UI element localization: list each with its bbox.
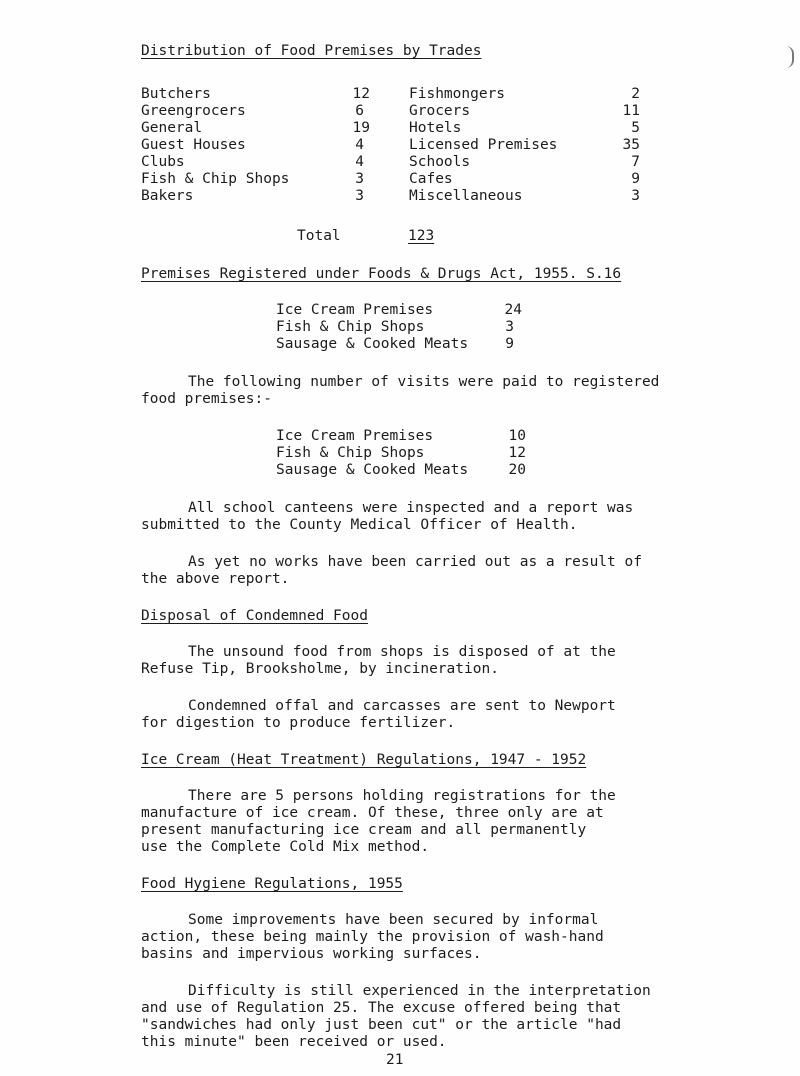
paragraph-line: "sandwiches had only just been cut" or the article "had bbox=[141, 1017, 622, 1033]
total-value: 123 bbox=[408, 228, 435, 244]
visits-name: Ice Cream Premises bbox=[276, 428, 434, 444]
paragraph-line: for digestion to produce fertilizer. bbox=[141, 715, 456, 731]
trade-count: 3 bbox=[355, 188, 364, 204]
paragraph-line: manufacture of ice cream. Of these, three only are at bbox=[141, 805, 604, 821]
trade-name: Guest Houses bbox=[141, 137, 246, 153]
page-number: 21 bbox=[386, 1052, 404, 1068]
trade-name: Miscellaneous bbox=[409, 188, 523, 204]
visits-intro-line: food premises:- bbox=[141, 391, 272, 407]
registered-name: Fish & Chip Shops bbox=[276, 319, 425, 335]
trade-count: 19 bbox=[352, 120, 370, 136]
visits-count: 12 bbox=[508, 445, 526, 461]
trade-count: 9 bbox=[631, 171, 640, 187]
trade-count: 3 bbox=[631, 188, 640, 204]
hygiene-heading: Food Hygiene Regulations, 1955 bbox=[141, 876, 403, 892]
paragraph-line: There are 5 persons holding registrations for the bbox=[188, 788, 616, 804]
trade-name: Licensed Premises bbox=[409, 137, 558, 153]
trade-count: 4 bbox=[355, 137, 364, 153]
icecream-heading: Ice Cream (Heat Treatment) Regulations, 1947 - 1952 bbox=[141, 752, 587, 768]
registered-name: Sausage & Cooked Meats bbox=[276, 336, 469, 352]
page-title: Distribution of Food Premises by Trades bbox=[141, 43, 482, 59]
trade-name: General bbox=[141, 120, 203, 136]
paragraph-line: The unsound food from shops is disposed of at the bbox=[188, 644, 616, 660]
registered-count: 24 bbox=[504, 302, 522, 318]
visits-count: 20 bbox=[508, 462, 526, 478]
paragraph-line: Condemned offal and carcasses are sent to Newport bbox=[188, 698, 616, 714]
trade-count: 35 bbox=[622, 137, 640, 153]
paragraph-line: this minute" been received or used. bbox=[141, 1034, 447, 1050]
registered-heading: Premises Registered under Foods & Drugs Act, 1955. S.16 bbox=[141, 266, 622, 282]
trade-name: Cafes bbox=[409, 171, 453, 187]
visits-intro-line: The following number of visits were paid to registered bbox=[188, 374, 660, 390]
paragraph-line: Refuse Tip, Brooksholme, by incineration. bbox=[141, 661, 499, 677]
trade-name: Bakers bbox=[141, 188, 194, 204]
paragraph-line: submitted to the County Medical Officer of Health. bbox=[141, 517, 578, 533]
paragraph-line: action, these being mainly the provision of wash-hand bbox=[141, 929, 604, 945]
paragraph-line: As yet no works have been carried out as a result of bbox=[188, 554, 642, 570]
disposal-heading: Disposal of Condemned Food bbox=[141, 608, 368, 624]
trade-name: Greengrocers bbox=[141, 103, 246, 119]
visits-name: Sausage & Cooked Meats bbox=[276, 462, 469, 478]
paragraph-line: Difficulty is still experienced in the interpretation bbox=[188, 983, 651, 999]
trade-count: 11 bbox=[622, 103, 640, 119]
trade-name: Clubs bbox=[141, 154, 185, 170]
trade-count: 6 bbox=[355, 103, 364, 119]
trade-count: 4 bbox=[355, 154, 364, 170]
trade-count: 2 bbox=[631, 86, 640, 102]
paragraph-line: present manufacturing ice cream and all permanently bbox=[141, 822, 587, 838]
trade-count: 12 bbox=[352, 86, 370, 102]
scan-mark bbox=[786, 46, 794, 68]
total-label: Total bbox=[297, 228, 341, 244]
trade-name: Butchers bbox=[141, 86, 211, 102]
paragraph-line: basins and impervious working surfaces. bbox=[141, 946, 482, 962]
registered-count: 3 bbox=[505, 319, 514, 335]
trade-count: 7 bbox=[631, 154, 640, 170]
trade-count: 3 bbox=[355, 171, 364, 187]
visits-name: Fish & Chip Shops bbox=[276, 445, 425, 461]
paragraph-line: All school canteens were inspected and a report was bbox=[188, 500, 634, 516]
visits-count: 10 bbox=[508, 428, 526, 444]
paragraph-line: use the Complete Cold Mix method. bbox=[141, 839, 430, 855]
paragraph-line: Some improvements have been secured by informal bbox=[188, 912, 599, 928]
trade-count: 5 bbox=[631, 120, 640, 136]
trade-name: Hotels bbox=[409, 120, 462, 136]
paragraph-line: and use of Regulation 25. The excuse offered being that bbox=[141, 1000, 622, 1016]
trade-name: Fishmongers bbox=[409, 86, 506, 102]
registered-count: 9 bbox=[505, 336, 514, 352]
registered-name: Ice Cream Premises bbox=[276, 302, 434, 318]
trade-name: Grocers bbox=[409, 103, 471, 119]
trade-name: Schools bbox=[409, 154, 471, 170]
paragraph-line: the above report. bbox=[141, 571, 290, 587]
trade-name: Fish & Chip Shops bbox=[141, 171, 290, 187]
